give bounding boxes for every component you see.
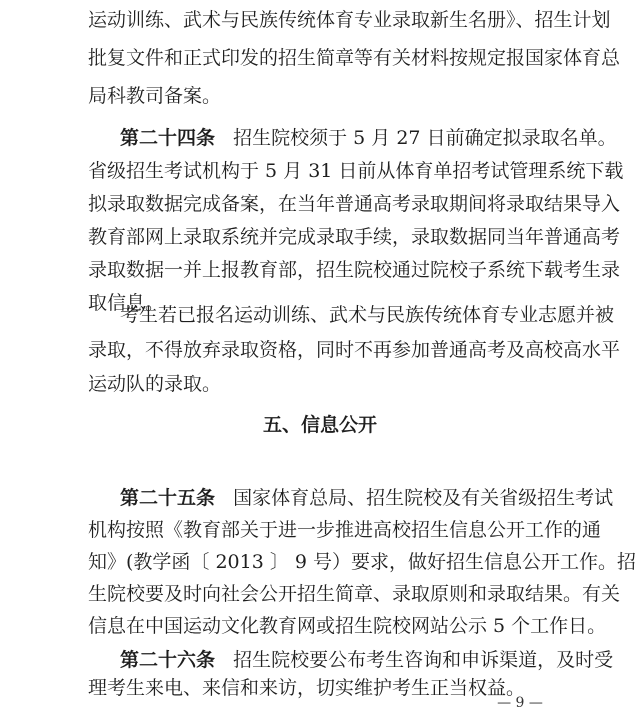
text-line: 省级招生考试机构于 5 月 31 日前从体育单招考试管理系统下载 (88, 160, 624, 182)
text-line: 理考生来电、来信和来访，切实维护考生正当权益。 (88, 677, 526, 699)
text-line: 教育部网上录取系统并完成录取手续，录取数据同当年普通高考 (88, 226, 621, 248)
article-spacer (215, 127, 233, 149)
text-line: 录取数据一并上报教育部，招生院校通过院校子系统下载考生录 (88, 259, 621, 281)
text-line: 运动队的录取。 (88, 373, 222, 395)
text-line: 生院校要及时向社会公开招生简章、录取原则和录取结果。有关 (88, 583, 621, 605)
text-line: 知》(教学函〔 2013 〕 9 号）要求，做好招生信息公开工作。招 (88, 551, 637, 573)
article-24-label: 第二十四条 (120, 127, 216, 149)
text-line: 拟录取数据完成备案，在当年普通高考录取期间将录取结果导入 (88, 193, 621, 215)
article-spacer (215, 487, 233, 509)
article-26-label: 第二十六条 (120, 649, 216, 671)
article-25-text: 国家体育总局、招生院校及有关省级招生考试 (233, 487, 614, 509)
text-line: 批复文件和正式印发的招生简章等有关材料按规定报国家体育总 (88, 47, 621, 69)
text-line: 考生若已报名运动训练、武术与民族传统体育专业志愿并被 (120, 304, 615, 326)
text-line: 取信息。 (88, 292, 165, 314)
article-26-text: 招生院校要公布考生咨询和申诉渠道，及时受 (233, 649, 614, 671)
text-line: 局科教司备案。 (88, 85, 222, 107)
text-line: 录取，不得放弃录取资格，同时不再参加普通高考及高校高水平 (88, 339, 621, 361)
article-25-label: 第二十五条 (120, 487, 216, 509)
text-line: 机构按照《教育部关于进一步推进高校招生信息公开工作的通 (88, 519, 602, 541)
section-heading: 五、信息公开 (262, 414, 377, 436)
text-line: 信息在中国运动文化教育网或招生院校网站公示 5 个工作日。 (88, 615, 607, 637)
text-line: 运动训练、武术与民族传统体育专业录取新生名册》、招生计划 (88, 9, 611, 31)
article-24-text: 招生院校须于 5 月 27 日前确定拟录取名单。 (233, 127, 617, 149)
page-number: — 9 — (497, 695, 543, 711)
